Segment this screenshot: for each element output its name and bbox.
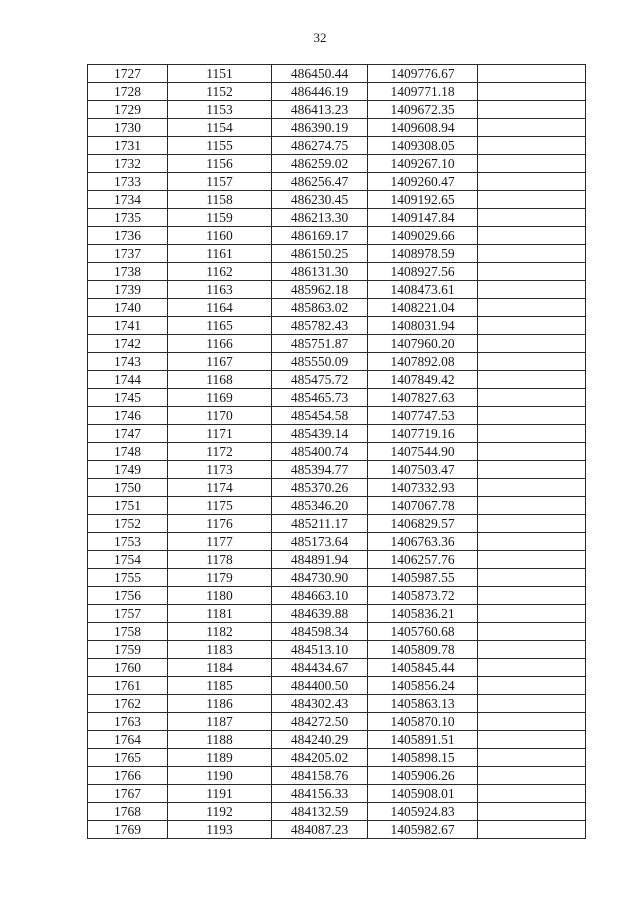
y-coordinate-cell: 1409776.67	[368, 65, 478, 83]
table-row	[88, 191, 586, 209]
table-row	[88, 173, 586, 191]
ref-number-cell: 1180	[168, 587, 272, 605]
x-coordinate-cell: 484205.02	[272, 749, 368, 767]
table-row	[88, 551, 586, 569]
y-coordinate-cell: 1407544.90	[368, 443, 478, 461]
y-coordinate-cell: 1407332.93	[368, 479, 478, 497]
table-row	[88, 299, 586, 317]
table-row	[88, 83, 586, 101]
ref-number-cell: 1172	[168, 443, 272, 461]
ref-number-cell: 1176	[168, 515, 272, 533]
y-coordinate-cell: 1408927.56	[368, 263, 478, 281]
point-number-cell: 1730	[88, 119, 168, 137]
table-row	[88, 785, 586, 803]
note-cell	[478, 317, 586, 335]
note-cell	[478, 119, 586, 137]
y-coordinate-cell: 1405898.15	[368, 749, 478, 767]
table-row	[88, 335, 586, 353]
point-number-cell: 1759	[88, 641, 168, 659]
point-number-cell: 1766	[88, 767, 168, 785]
note-cell	[478, 551, 586, 569]
note-cell	[478, 767, 586, 785]
point-number-cell: 1738	[88, 263, 168, 281]
point-number-cell: 1732	[88, 155, 168, 173]
x-coordinate-cell: 484156.33	[272, 785, 368, 803]
note-cell	[478, 263, 586, 281]
point-number-cell: 1758	[88, 623, 168, 641]
x-coordinate-cell: 485475.72	[272, 371, 368, 389]
y-coordinate-cell: 1405891.51	[368, 731, 478, 749]
point-number-cell: 1756	[88, 587, 168, 605]
note-cell	[478, 227, 586, 245]
x-coordinate-cell: 486446.19	[272, 83, 368, 101]
ref-number-cell: 1192	[168, 803, 272, 821]
y-coordinate-cell: 1405908.01	[368, 785, 478, 803]
point-number-cell: 1762	[88, 695, 168, 713]
table-row	[88, 443, 586, 461]
y-coordinate-cell: 1407827.63	[368, 389, 478, 407]
y-coordinate-cell: 1409608.94	[368, 119, 478, 137]
point-number-cell: 1764	[88, 731, 168, 749]
point-number-cell: 1727	[88, 65, 168, 83]
note-cell	[478, 209, 586, 227]
note-cell	[478, 353, 586, 371]
point-number-cell: 1749	[88, 461, 168, 479]
x-coordinate-cell: 485962.18	[272, 281, 368, 299]
note-cell	[478, 695, 586, 713]
table-row	[88, 209, 586, 227]
note-cell	[478, 101, 586, 119]
table-row	[88, 101, 586, 119]
y-coordinate-cell: 1405873.72	[368, 587, 478, 605]
table-row	[88, 137, 586, 155]
note-cell	[478, 785, 586, 803]
y-coordinate-cell: 1408221.04	[368, 299, 478, 317]
note-cell	[478, 443, 586, 461]
table-row	[88, 767, 586, 785]
ref-number-cell: 1184	[168, 659, 272, 677]
y-coordinate-cell: 1407892.08	[368, 353, 478, 371]
x-coordinate-cell: 485454.58	[272, 407, 368, 425]
x-coordinate-cell: 486150.25	[272, 245, 368, 263]
y-coordinate-cell: 1405845.44	[368, 659, 478, 677]
note-cell	[478, 335, 586, 353]
y-coordinate-cell: 1407067.78	[368, 497, 478, 515]
ref-number-cell: 1190	[168, 767, 272, 785]
ref-number-cell: 1182	[168, 623, 272, 641]
note-cell	[478, 191, 586, 209]
x-coordinate-cell: 484639.88	[272, 605, 368, 623]
table-row	[88, 659, 586, 677]
y-coordinate-cell: 1405856.24	[368, 677, 478, 695]
table-row	[88, 425, 586, 443]
note-cell	[478, 65, 586, 83]
coordinates-table	[87, 64, 586, 839]
note-cell	[478, 137, 586, 155]
ref-number-cell: 1163	[168, 281, 272, 299]
x-coordinate-cell: 484240.29	[272, 731, 368, 749]
y-coordinate-cell: 1409308.05	[368, 137, 478, 155]
note-cell	[478, 389, 586, 407]
point-number-cell: 1733	[88, 173, 168, 191]
ref-number-cell: 1158	[168, 191, 272, 209]
note-cell	[478, 281, 586, 299]
point-number-cell: 1728	[88, 83, 168, 101]
ref-number-cell: 1193	[168, 821, 272, 839]
point-number-cell: 1753	[88, 533, 168, 551]
point-number-cell: 1740	[88, 299, 168, 317]
point-number-cell: 1731	[88, 137, 168, 155]
table-row	[88, 587, 586, 605]
point-number-cell: 1735	[88, 209, 168, 227]
note-cell	[478, 749, 586, 767]
y-coordinate-cell: 1405836.21	[368, 605, 478, 623]
ref-number-cell: 1165	[168, 317, 272, 335]
note-cell	[478, 713, 586, 731]
x-coordinate-cell: 484513.10	[272, 641, 368, 659]
ref-number-cell: 1191	[168, 785, 272, 803]
note-cell	[478, 479, 586, 497]
note-cell	[478, 83, 586, 101]
ref-number-cell: 1169	[168, 389, 272, 407]
x-coordinate-cell: 486131.30	[272, 263, 368, 281]
ref-number-cell: 1189	[168, 749, 272, 767]
y-coordinate-cell: 1405863.13	[368, 695, 478, 713]
ref-number-cell: 1151	[168, 65, 272, 83]
point-number-cell: 1746	[88, 407, 168, 425]
point-number-cell: 1755	[88, 569, 168, 587]
point-number-cell: 1743	[88, 353, 168, 371]
y-coordinate-cell: 1405809.78	[368, 641, 478, 659]
note-cell	[478, 425, 586, 443]
x-coordinate-cell: 486230.45	[272, 191, 368, 209]
note-cell	[478, 155, 586, 173]
y-coordinate-cell: 1407503.47	[368, 461, 478, 479]
y-coordinate-cell: 1406257.76	[368, 551, 478, 569]
x-coordinate-cell: 485173.64	[272, 533, 368, 551]
point-number-cell: 1752	[88, 515, 168, 533]
note-cell	[478, 461, 586, 479]
table-row	[88, 407, 586, 425]
x-coordinate-cell: 484434.67	[272, 659, 368, 677]
y-coordinate-cell: 1408031.94	[368, 317, 478, 335]
x-coordinate-cell: 485863.02	[272, 299, 368, 317]
x-coordinate-cell: 485782.43	[272, 317, 368, 335]
y-coordinate-cell: 1409260.47	[368, 173, 478, 191]
note-cell	[478, 731, 586, 749]
ref-number-cell: 1152	[168, 83, 272, 101]
point-number-cell: 1761	[88, 677, 168, 695]
point-number-cell: 1739	[88, 281, 168, 299]
note-cell	[478, 677, 586, 695]
y-coordinate-cell: 1406829.57	[368, 515, 478, 533]
x-coordinate-cell: 486256.47	[272, 173, 368, 191]
point-number-cell: 1757	[88, 605, 168, 623]
ref-number-cell: 1168	[168, 371, 272, 389]
y-coordinate-cell: 1407849.42	[368, 371, 478, 389]
x-coordinate-cell: 485465.73	[272, 389, 368, 407]
y-coordinate-cell: 1407747.53	[368, 407, 478, 425]
point-number-cell: 1750	[88, 479, 168, 497]
x-coordinate-cell: 485400.74	[272, 443, 368, 461]
table-row	[88, 713, 586, 731]
table-row	[88, 227, 586, 245]
point-number-cell: 1747	[88, 425, 168, 443]
table-row	[88, 461, 586, 479]
table-row	[88, 605, 586, 623]
point-number-cell: 1754	[88, 551, 168, 569]
point-number-cell: 1736	[88, 227, 168, 245]
x-coordinate-cell: 484400.50	[272, 677, 368, 695]
y-coordinate-cell: 1409029.66	[368, 227, 478, 245]
table-row	[88, 731, 586, 749]
point-number-cell: 1744	[88, 371, 168, 389]
y-coordinate-cell: 1405760.68	[368, 623, 478, 641]
table-row	[88, 155, 586, 173]
x-coordinate-cell: 484272.50	[272, 713, 368, 731]
table-row	[88, 353, 586, 371]
table-row	[88, 695, 586, 713]
table-row	[88, 497, 586, 515]
x-coordinate-cell: 484663.10	[272, 587, 368, 605]
x-coordinate-cell: 486213.30	[272, 209, 368, 227]
point-number-cell: 1729	[88, 101, 168, 119]
y-coordinate-cell: 1409672.35	[368, 101, 478, 119]
table-row	[88, 569, 586, 587]
x-coordinate-cell: 484302.43	[272, 695, 368, 713]
ref-number-cell: 1171	[168, 425, 272, 443]
ref-number-cell: 1178	[168, 551, 272, 569]
x-coordinate-cell: 485370.26	[272, 479, 368, 497]
note-cell	[478, 605, 586, 623]
point-number-cell: 1767	[88, 785, 168, 803]
x-coordinate-cell: 484730.90	[272, 569, 368, 587]
x-coordinate-cell: 484087.23	[272, 821, 368, 839]
ref-number-cell: 1175	[168, 497, 272, 515]
y-coordinate-cell: 1408473.61	[368, 281, 478, 299]
x-coordinate-cell: 484132.59	[272, 803, 368, 821]
x-coordinate-cell: 486390.19	[272, 119, 368, 137]
y-coordinate-cell: 1405906.26	[368, 767, 478, 785]
point-number-cell: 1760	[88, 659, 168, 677]
ref-number-cell: 1177	[168, 533, 272, 551]
x-coordinate-cell: 486169.17	[272, 227, 368, 245]
table-row	[88, 317, 586, 335]
note-cell	[478, 821, 586, 839]
table-row	[88, 245, 586, 263]
point-number-cell: 1751	[88, 497, 168, 515]
ref-number-cell: 1167	[168, 353, 272, 371]
table-row	[88, 65, 586, 83]
note-cell	[478, 587, 586, 605]
note-cell	[478, 623, 586, 641]
point-number-cell: 1742	[88, 335, 168, 353]
note-cell	[478, 299, 586, 317]
ref-number-cell: 1166	[168, 335, 272, 353]
x-coordinate-cell: 485751.87	[272, 335, 368, 353]
ref-number-cell: 1173	[168, 461, 272, 479]
note-cell	[478, 659, 586, 677]
ref-number-cell: 1164	[168, 299, 272, 317]
table-row	[88, 749, 586, 767]
note-cell	[478, 641, 586, 659]
table-row	[88, 281, 586, 299]
y-coordinate-cell: 1407719.16	[368, 425, 478, 443]
ref-number-cell: 1185	[168, 677, 272, 695]
ref-number-cell: 1170	[168, 407, 272, 425]
ref-number-cell: 1156	[168, 155, 272, 173]
table-row	[88, 533, 586, 551]
table-row	[88, 389, 586, 407]
point-number-cell: 1768	[88, 803, 168, 821]
ref-number-cell: 1159	[168, 209, 272, 227]
page-number: 32	[313, 30, 327, 45]
note-cell	[478, 407, 586, 425]
x-coordinate-cell: 484598.34	[272, 623, 368, 641]
ref-number-cell: 1160	[168, 227, 272, 245]
coordinates-table-body	[88, 65, 586, 839]
point-number-cell: 1769	[88, 821, 168, 839]
note-cell	[478, 533, 586, 551]
point-number-cell: 1763	[88, 713, 168, 731]
table-row	[88, 371, 586, 389]
note-cell	[478, 569, 586, 587]
y-coordinate-cell: 1405924.83	[368, 803, 478, 821]
x-coordinate-cell: 486413.23	[272, 101, 368, 119]
ref-number-cell: 1155	[168, 137, 272, 155]
ref-number-cell: 1186	[168, 695, 272, 713]
ref-number-cell: 1187	[168, 713, 272, 731]
x-coordinate-cell: 484891.94	[272, 551, 368, 569]
table-row	[88, 515, 586, 533]
note-cell	[478, 515, 586, 533]
x-coordinate-cell: 486259.02	[272, 155, 368, 173]
y-coordinate-cell: 1409771.18	[368, 83, 478, 101]
x-coordinate-cell: 486450.44	[272, 65, 368, 83]
table-row	[88, 803, 586, 821]
ref-number-cell: 1157	[168, 173, 272, 191]
y-coordinate-cell: 1405982.67	[368, 821, 478, 839]
note-cell	[478, 803, 586, 821]
point-number-cell: 1737	[88, 245, 168, 263]
y-coordinate-cell: 1409147.84	[368, 209, 478, 227]
x-coordinate-cell: 485394.77	[272, 461, 368, 479]
x-coordinate-cell: 484158.76	[272, 767, 368, 785]
x-coordinate-cell: 485346.20	[272, 497, 368, 515]
y-coordinate-cell: 1409267.10	[368, 155, 478, 173]
note-cell	[478, 371, 586, 389]
note-cell	[478, 245, 586, 263]
point-number-cell: 1748	[88, 443, 168, 461]
point-number-cell: 1734	[88, 191, 168, 209]
x-coordinate-cell: 485211.17	[272, 515, 368, 533]
table-row	[88, 641, 586, 659]
table-row	[88, 263, 586, 281]
table-row	[88, 677, 586, 695]
ref-number-cell: 1179	[168, 569, 272, 587]
y-coordinate-cell: 1405987.55	[368, 569, 478, 587]
ref-number-cell: 1174	[168, 479, 272, 497]
table-row	[88, 479, 586, 497]
y-coordinate-cell: 1406763.36	[368, 533, 478, 551]
table-row	[88, 623, 586, 641]
note-cell	[478, 497, 586, 515]
x-coordinate-cell: 486274.75	[272, 137, 368, 155]
point-number-cell: 1741	[88, 317, 168, 335]
ref-number-cell: 1188	[168, 731, 272, 749]
y-coordinate-cell: 1405870.10	[368, 713, 478, 731]
y-coordinate-cell: 1409192.65	[368, 191, 478, 209]
table-row	[88, 119, 586, 137]
table-row	[88, 821, 586, 839]
point-number-cell: 1745	[88, 389, 168, 407]
note-cell	[478, 173, 586, 191]
ref-number-cell: 1154	[168, 119, 272, 137]
ref-number-cell: 1153	[168, 101, 272, 119]
ref-number-cell: 1181	[168, 605, 272, 623]
ref-number-cell: 1161	[168, 245, 272, 263]
point-number-cell: 1765	[88, 749, 168, 767]
ref-number-cell: 1162	[168, 263, 272, 281]
y-coordinate-cell: 1407960.20	[368, 335, 478, 353]
y-coordinate-cell: 1408978.59	[368, 245, 478, 263]
x-coordinate-cell: 485439.14	[272, 425, 368, 443]
x-coordinate-cell: 485550.09	[272, 353, 368, 371]
ref-number-cell: 1183	[168, 641, 272, 659]
